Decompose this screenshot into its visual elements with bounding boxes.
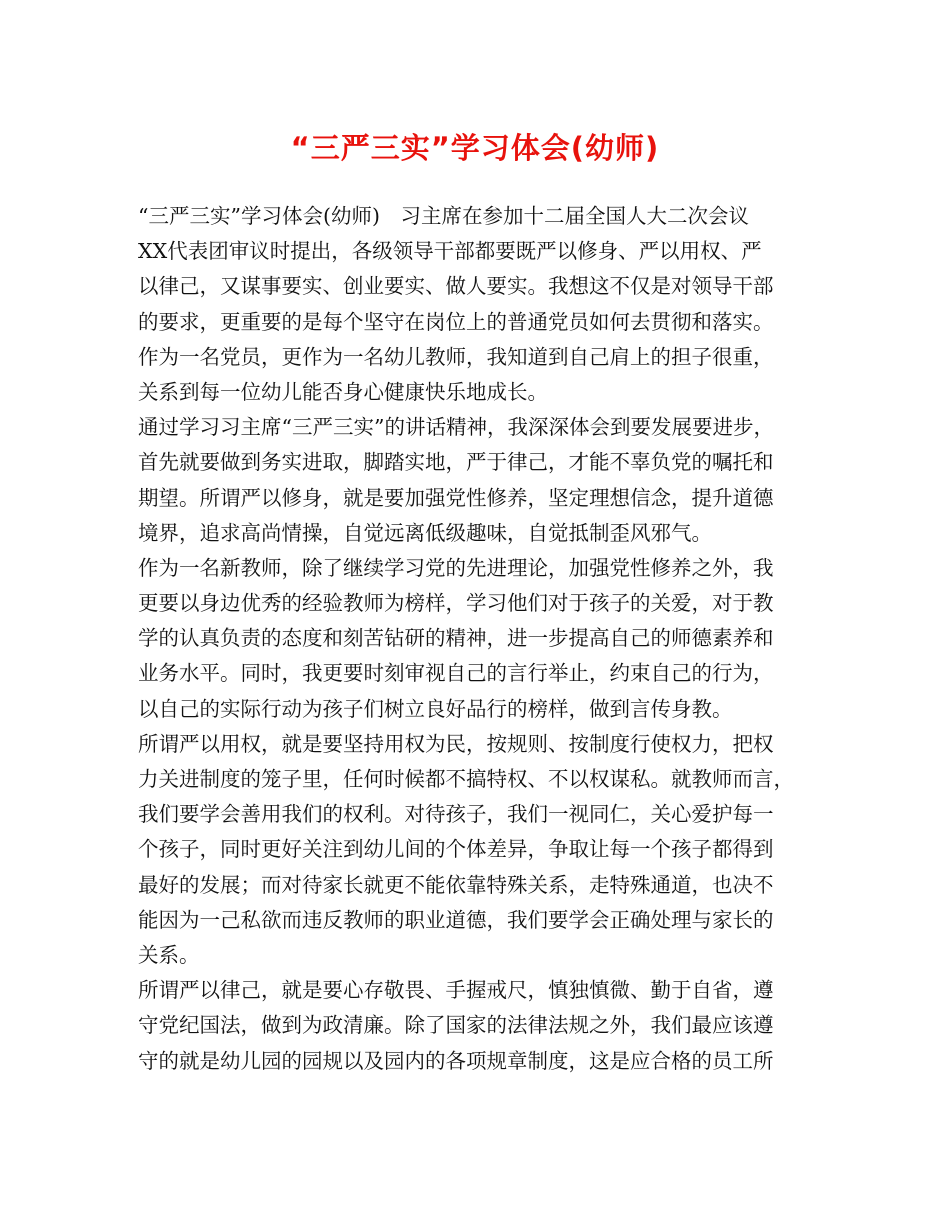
body-line: 通过学习习主席“三严三实”的讲话精神，我深深体会到要发展要进步， [138,415,774,440]
body-line: XX代表团审议时提出，各级领导干部都要既严以修身、严以用权、严 [138,239,762,264]
body-line: 更要以身边优秀的经验教师为榜样，学习他们对于孩子的关爱，对于教 [138,591,774,616]
body-line: 守党纪国法，做到为政清廉。除了国家的法律法规之外，我们最应该遵 [138,1013,774,1038]
body-line: “三严三实”学习体会(幼师) 习主席在参加十二届全国人大二次会议 [138,204,749,228]
body-line: 个孩子，同时更好关注到幼儿间的个体差异，争取让每一个孩子都得到 [138,837,774,862]
body-line: 学的认真负责的态度和刻苦钻研的精神，进一步提高自己的师德素养和 [138,626,774,651]
body-line: 我们要学会善用我们的权利。对待孩子，我们一视同仁，关心爱护每一 [138,802,774,827]
body-line: 关系。 [138,942,200,967]
body-line: 境界，追求高尚情操，自觉远离低级趣味，自觉抵制歪风邪气。 [138,520,712,545]
body-line: 业务水平。同时，我更要时刻审视自己的言行举止，约束自己的行为， [138,661,774,686]
body-line: 所谓严以律己，就是要心存敬畏、手握戒尺，慎独慎微、勤于自省，遵 [138,978,774,1003]
body-line: 作为一名党员，更作为一名幼儿教师，我知道到自己肩上的担子很重， [138,344,774,369]
body-line: 能因为一己私欲而违反教师的职业道德，我们要学会正确处理与家长的 [138,907,774,932]
body-line: 的要求，更重要的是每个坚守在岗位上的普通党员如何去贯彻和落实。 [138,309,774,334]
body-line: 以自己的实际行动为孩子们树立良好品行的榜样，做到言传身教。 [138,696,733,721]
body-line: 关系到每一位幼儿能否身心健康快乐地成长。 [138,379,548,404]
body-line: 期望。所谓严以修身，就是要加强党性修养，坚定理想信念，提升道德 [138,485,774,510]
body-line: 作为一名新教师，除了继续学习党的先进理论，加强党性修养之外，我 [138,555,774,580]
body-line: 守的就是幼儿园的园规以及园内的各项规章制度，这是应合格的员工所 [138,1048,774,1073]
document-title: “三严三实”学习体会(幼师) [290,131,660,165]
body-line: 首先就要做到务实进取，脚踏实地，严于律己，才能不辜负党的嘱托和 [138,450,774,475]
body-line: 所谓严以用权，就是要坚持用权为民，按规则、按制度行使权力，把权 [138,731,774,756]
document-body [138,199,818,1079]
body-line: 力关进制度的笼子里，任何时候都不搞特权、不以权谋私。就教师而言， [138,767,794,791]
body-line: 以律己，又谋事要实、创业要实、做人要实。我想这不仅是对领导干部 [138,274,774,299]
body-line: 最好的发展；而对待家长就更不能依靠特殊关系，走特殊通道，也决不 [138,872,774,897]
